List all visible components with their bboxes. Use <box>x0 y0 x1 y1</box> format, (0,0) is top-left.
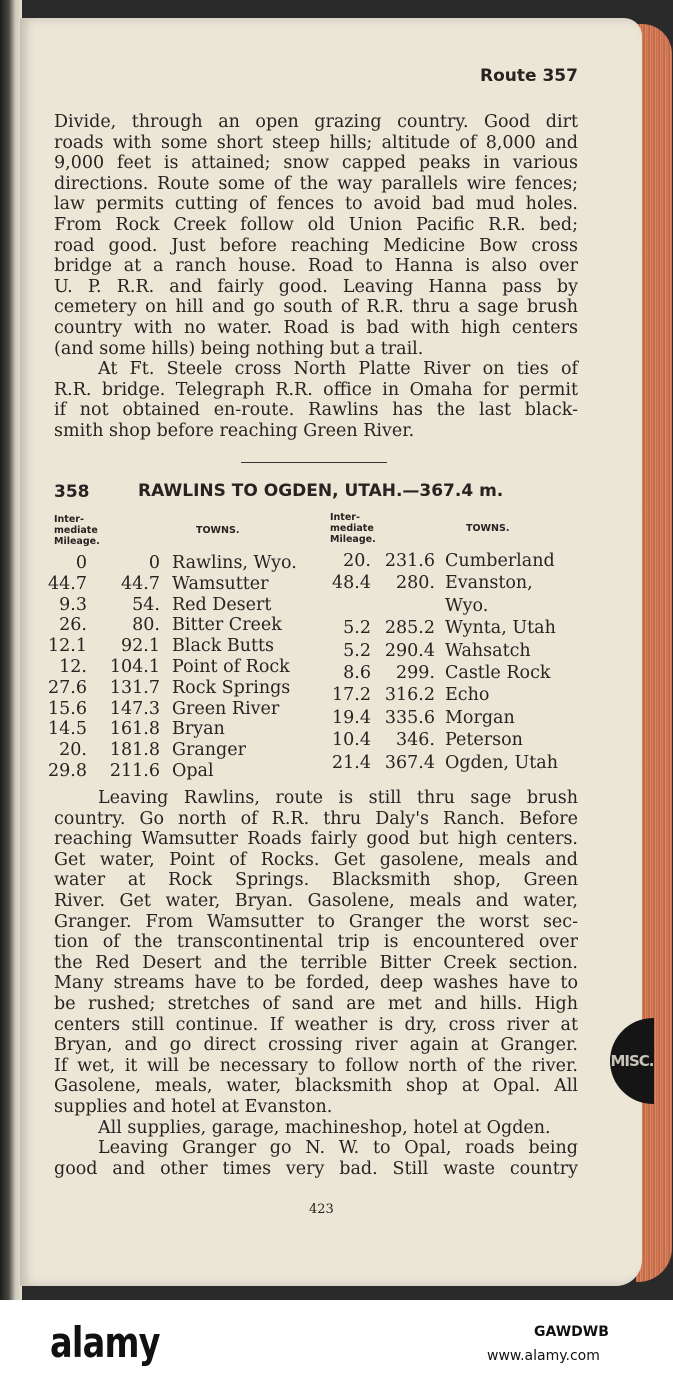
left-row-inter-cell: 12. <box>59 657 87 677</box>
text-line: tion of the transcontinental trip is encountered over <box>54 932 578 953</box>
header-line: Inter- <box>54 514 84 525</box>
text-line: bridge at a ranch house. Road to Hanna is also over <box>54 256 578 277</box>
right-row-town-cell: Evanston, <box>445 573 533 594</box>
left-row-total-cell: 44.7 <box>121 573 160 594</box>
text-line: U. P. R.R. and fairly good. Leaving Hanna pass by <box>54 276 578 297</box>
right-row-inter-cell: 10.4 <box>332 730 371 751</box>
body-paragraph <box>54 788 578 1179</box>
text-line: Bryan, and go direct crossing river again at Granger. <box>54 1035 578 1056</box>
right-row-inter-cell: 8.6 <box>343 663 371 683</box>
header-line: mediate <box>54 525 98 536</box>
left-row-town-cell: Red Desert <box>172 594 272 615</box>
text-line: be rushed; stretches of sand are met and hills. High <box>54 993 578 1014</box>
text-line: the Red Desert and the terrible Bitter Creek section. <box>54 952 578 973</box>
text-line: good and other times very bad. Still waste country <box>54 1158 578 1179</box>
route-header: Route 357 <box>480 66 578 86</box>
misc-thumb-tab: MISC. <box>610 1018 654 1104</box>
text-line: Many streams have to be forded, deep washes have to <box>54 973 578 994</box>
text-line: 9,000 feet is attained; snow capped peaks in various <box>54 153 578 174</box>
text-line: Leaving Rawlins, route is still thru sage brush <box>98 788 578 808</box>
right-row-total-cell: 290.4 <box>384 640 435 661</box>
right-row-town-cell: Cumberland <box>445 551 555 571</box>
text-line: Get water, Point of Rocks. Get gasolene, meals and <box>54 849 578 870</box>
right-row-total-cell: 285.2 <box>384 618 435 639</box>
right-row-total-cell: 346. <box>396 730 435 751</box>
left-row-total-cell: 161.8 <box>109 719 160 740</box>
header-line: Mileage. <box>54 536 100 547</box>
text-line: supplies and hotel at Evanston. <box>54 1096 333 1117</box>
left-towns-header: TOWNS. <box>196 525 240 536</box>
header-line: Inter- <box>330 512 360 523</box>
header-line: Mileage. <box>330 534 376 545</box>
right-row-town-cell: Peterson <box>445 730 523 751</box>
book-spine <box>0 0 22 1300</box>
text-line: Leaving Granger go N. W. to Opal, roads being <box>98 1138 578 1159</box>
left-row-total-cell: 211.6 <box>109 761 160 781</box>
right-row-town-cell: Morgan <box>445 707 515 728</box>
left-row-inter-cell: 20. <box>59 740 87 761</box>
left-row-total-cell: 92.1 <box>121 636 160 657</box>
text-line: Gasolene, meals, water, blacksmith shop at Opal. All <box>54 1076 578 1097</box>
right-row-inter-cell: 20. <box>343 551 371 571</box>
text-line: At Ft. Steele cross North Platte River on ties of <box>98 359 578 380</box>
left-row-town-cell: Opal <box>172 761 214 781</box>
alamy-logo: alamy <box>50 1318 160 1367</box>
text-line: cemetery on hill and go south of R.R. thru a sage brush <box>54 297 578 318</box>
left-row-inter-cell: 12.1 <box>48 636 87 657</box>
text-line: directions. Route some of the way parallels wire fences; <box>54 173 578 194</box>
left-row-inter-cell: 26. <box>59 615 87 636</box>
left-row-inter-cell: 0 <box>75 553 87 573</box>
left-row-inter-cell: 15.6 <box>48 698 87 719</box>
right-row-inter-cell: 48.4 <box>332 573 371 594</box>
section-number: 358 <box>54 482 90 502</box>
right-row-total-cell: 316.2 <box>384 685 435 706</box>
left-row-total-cell: 181.8 <box>109 740 160 761</box>
left-row-town-cell: Point of Rock <box>172 657 290 677</box>
left-row-inter-cell: 44.7 <box>48 573 87 594</box>
right-row-town-cell: Castle Rock <box>445 663 551 683</box>
text-line: From Rock Creek follow old Union Pacific R.R. bed; <box>54 214 578 235</box>
text-line: (and some hills) being nothing but a trail. <box>54 338 424 359</box>
right-mileage-header <box>330 512 376 545</box>
text-line: if not obtained en-route. Rawlins has the last black- <box>54 400 578 421</box>
text-line: water at Rock Springs. Blacksmith shop, Green <box>54 870 578 891</box>
text-line: smith shop before reaching Green River. <box>54 420 415 441</box>
text-line: All supplies, garage, machineshop, hotel at Ogden. <box>98 1117 551 1138</box>
watermark-url: www.alamy.com <box>487 1348 600 1364</box>
left-row-town-cell: Green River <box>172 698 280 719</box>
text-line: R.R. bridge. Telegraph R.R. office in Omaha for permit <box>54 379 578 400</box>
text-line: road good. Just before reaching Medicine Bow cross <box>54 235 578 256</box>
text-line: reaching Wamsutter Roads fairly good but high centers. <box>54 829 578 850</box>
section-title: RAWLINS TO OGDEN, UTAH.—367.4 m. <box>138 481 504 501</box>
left-row-town-cell: Bitter Creek <box>172 615 282 636</box>
watermark-bar <box>0 1300 673 1390</box>
left-row-total-cell: 54. <box>132 594 160 615</box>
right-row-total-cell: 367.4 <box>384 752 435 773</box>
text-line: centers still continue. If weather is dry, cross river at <box>54 1014 578 1035</box>
left-row-inter-cell: 27.6 <box>48 677 87 698</box>
right-row-total-cell: 231.6 <box>384 551 435 571</box>
left-row-inter-cell: 29.8 <box>48 761 87 781</box>
left-row-town-cell: Rawlins, Wyo. <box>172 553 297 573</box>
text-line: Divide, through an open grazing country. Good dirt <box>54 112 578 132</box>
intro-paragraph <box>54 112 578 442</box>
left-row-total-cell: 147.3 <box>109 698 160 719</box>
left-row-town-cell: Black Butts <box>172 636 275 657</box>
right-row-inter-cell: 17.2 <box>332 685 371 706</box>
right-row-town-cell: Wahsatch <box>445 640 531 661</box>
text-line: country with no water. Road is bad with high centers <box>54 317 578 338</box>
right-row-town-cell: Ogden, Utah <box>445 752 558 773</box>
left-mileage-header <box>54 514 100 547</box>
header-line: mediate <box>330 523 374 534</box>
right-row-town-cell: Wynta, Utah <box>445 618 556 639</box>
left-row-inter-cell: 9.3 <box>59 594 87 615</box>
image-code: GAWDWB <box>534 1324 609 1340</box>
right-row-total-cell: 335.6 <box>384 707 435 728</box>
right-row-inter-cell: 21.4 <box>332 752 371 773</box>
left-row-inter-cell: 14.5 <box>48 719 87 740</box>
right-row-inter-cell: 19.4 <box>332 707 371 728</box>
left-row-total-cell: 0 <box>148 553 160 573</box>
right-row-town-cell: Echo <box>445 685 490 706</box>
right-row-total-cell: 280. <box>396 573 435 594</box>
left-row-town-cell: Granger <box>172 740 246 761</box>
left-row-total-cell: 131.7 <box>109 677 160 698</box>
left-row-total-cell: 80. <box>132 615 160 636</box>
right-row-total-cell: 299. <box>396 663 435 683</box>
right-towns-header: TOWNS. <box>466 523 510 534</box>
text-line: River. Get water, Bryan. Gasolene, meals and water, <box>54 890 578 911</box>
text-line: country. Go north of R.R. thru Daly's Ranch. Before <box>54 808 578 829</box>
left-row-town-cell: Rock Springs <box>172 677 291 698</box>
text-line: law permits cutting of fences to avoid bad mud holes. <box>54 194 578 215</box>
left-row-town-cell: Wamsutter <box>172 573 269 594</box>
page-number: 423 <box>309 1202 334 1217</box>
left-row-total-cell: 104.1 <box>109 657 160 677</box>
right-row-inter-cell: 5.2 <box>343 640 371 661</box>
section-divider <box>241 462 387 463</box>
right-row-town-cell: Wyo. <box>445 595 489 616</box>
text-line: If wet, it will be necessary to follow north of the river. <box>54 1055 578 1076</box>
left-row-town-cell: Bryan <box>172 719 225 740</box>
text-line: roads with some short steep hills; altitude of 8,000 and <box>54 132 578 153</box>
right-row-inter-cell: 5.2 <box>343 618 371 639</box>
text-line: Granger. From Wamsutter to Granger the worst sec- <box>54 911 578 932</box>
